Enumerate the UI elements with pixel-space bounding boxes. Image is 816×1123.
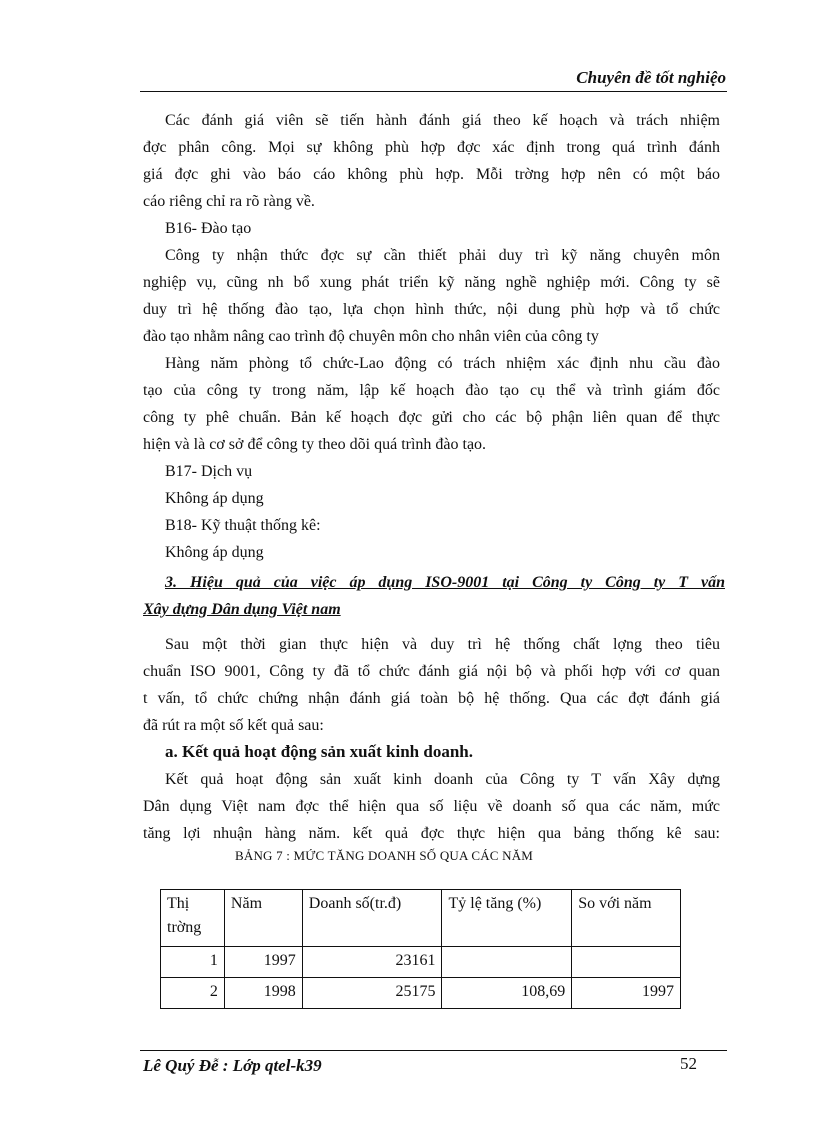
text-line: Các đánh giá viên sẽ tiến hành đánh giá theo kế hoạch và trách nhiệm [165,112,720,129]
b17-value: Không áp dụng [165,490,264,507]
text-line: duy trì hệ thống đào tạo, lựa chọn hình thức, nội dung phù hợp và tổ chức [143,301,720,318]
header-rule [140,91,727,92]
table-cell [572,947,681,978]
subheading-a: a. Kết quả hoạt động sản xuất kinh doanh. [165,742,474,761]
text-line: đào tạo nhằm nâng cao trình độ chuyên môn cho nhân viên của công ty [143,328,599,345]
text-line: công ty phê chuẩn. Bản kế hoạch đợc gửi cho các bộ phận liên quan để thực [143,409,720,426]
table-row [161,978,681,1009]
header-title: Chuyên đề tốt nghiệo [576,68,726,87]
table-cell: 1 [161,947,225,978]
column-header: Thị trờng [161,890,225,947]
table-cell: 25175 [302,978,442,1009]
text-line: Dân dụng Việt nam đợc thể hiện qua số liệu về doanh số qua các năm, mức [143,798,720,815]
text-line: cáo riêng chỉ ra rõ ràng về. [143,193,315,210]
table-cell: 2 [161,978,225,1009]
section-3-heading: 3. Hiệu quả của việc áp dụng ISO-9001 tại Công ty Công ty T vấn [165,574,725,591]
text-line: chuẩn ISO 9001, Công ty đã tổ chức đánh giá nội bộ và phối hợp với cơ quan [143,663,720,680]
column-header: Năm [224,890,302,947]
text-line: Công ty nhận thức đợc sự cần thiết phải duy trì kỹ năng chuyên môn [165,247,720,264]
page-number: 52 [680,1054,697,1073]
text-line: Hàng năm phòng tổ chức-Lao động có trách nhiệm xác định nhu cầu đào [165,355,720,372]
text-line: giá đợc ghi vào báo cáo không phù hợp. Mỗi trờng hợp nên có một báo [143,166,720,183]
table-cell: 1997 [572,978,681,1009]
section-3-heading-cont: Xây dựng Dân dụng Việt nam [143,601,341,618]
text-line: t vấn, tổ chức chứng nhận đánh giá toàn bộ hệ thống. Qua các đợt đánh giá [143,690,720,707]
table-cell: 1998 [224,978,302,1009]
footer-rule [140,1050,727,1051]
table-cell [442,947,572,978]
b16-label: B16- Đào tạo [165,220,252,237]
text-line: tăng lợi nhuận hàng năm. kết quả đợc thực hiện qua bảng thống kê sau: [143,825,720,842]
table-cell: 23161 [302,947,442,978]
text-line: Kết quả hoạt động sản xuất kinh doanh của Công ty T vấn Xây dựng [165,771,720,788]
b17-label: B17- Dịch vụ [165,463,253,480]
text-line: tạo của công ty trong năm, lập kế hoạch đào tạo cụ thể và trình giám đốc [143,382,720,399]
text-line: hiện và là cơ sở để công ty theo dõi quá trình đào tạo. [143,436,487,453]
column-header: Doanh số(tr.đ) [302,890,442,947]
table-caption: BẢNG 7 : MỨC TĂNG DOANH SỐ QUA CÁC NĂM [235,848,534,863]
column-header: So với năm [572,890,681,947]
b18-label: B18- Kỹ thuật thống kê: [165,517,321,534]
revenue-table [160,889,681,1009]
b18-value: Không áp dụng [165,544,264,561]
footer-author: Lê Quý Đễ : Lớp qtel-k39 [143,1056,322,1075]
text-line: nghiệp vụ, cũng nh bổ xung phát triển kỹ năng nghề nghiệp mới. Công ty sẽ [143,274,720,291]
table-cell: 108,69 [442,978,572,1009]
table-header-row [161,890,681,947]
table-row [161,947,681,978]
text-line: Sau một thời gian thực hiện và duy trì hệ thống chất lợng theo tiêu [165,636,720,653]
table-cell: 1997 [224,947,302,978]
text-line: đã rút ra một số kết quả sau: [143,717,324,734]
column-header: Tỷ lệ tăng (%) [442,890,572,947]
text-line: đợc phân công. Mọi sự không phù hợp đợc xác định trong quá trình đánh [143,139,720,156]
